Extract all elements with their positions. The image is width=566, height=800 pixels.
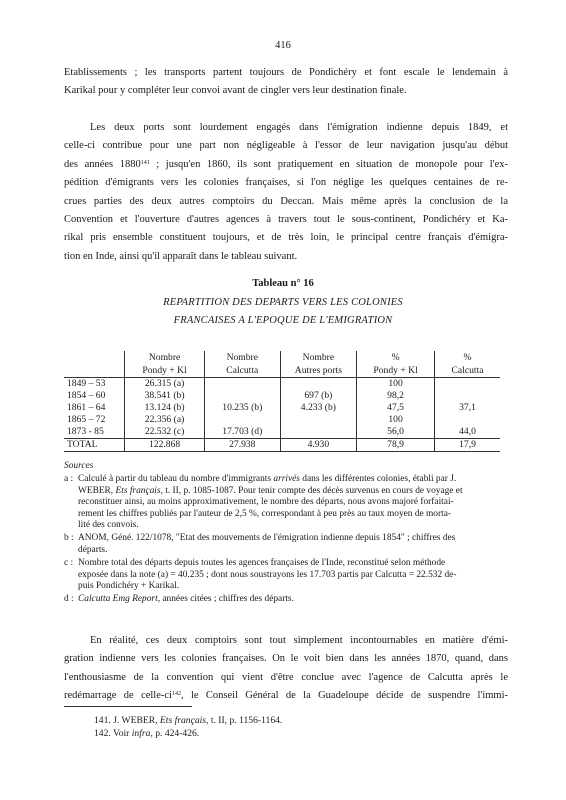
table-cell: 22.532 (c) <box>125 426 205 439</box>
column-header: Pondy + Kl <box>125 364 205 378</box>
table-cell: 26.315 (a) <box>125 378 205 391</box>
text-fragment-italic: infra <box>131 728 151 739</box>
table-cell: 38.541 (b) <box>125 390 205 402</box>
note-line: puis Pondichéry + Karikal. <box>78 581 180 592</box>
table-subtitle: REPARTITION DES DEPARTS VERS LES COLONIES <box>163 297 403 308</box>
table-subtitle: FRANCAISES A L'EPOQUE DE L'EMIGRATION <box>173 315 393 326</box>
note-line: départs. <box>78 544 108 555</box>
source-note-a <box>64 474 506 531</box>
table-cell: 17,9 <box>435 439 500 452</box>
note-line <box>78 474 506 485</box>
period-cell: 1849 – 53 <box>67 378 106 389</box>
note-line: Nombre total des départs depuis toutes les agences françaises de l'Inde, reconstitué selon méthode <box>78 558 446 569</box>
column-header: Nombre <box>204 351 280 364</box>
table-cell: 4.930 <box>280 439 356 452</box>
text-line: pédition d'émigrants vers les colonies françaises, si l'on néglige les quelques centaines de re- <box>64 177 508 189</box>
period-cell: 1854 – 60 <box>67 390 106 401</box>
table-cell: 44,0 <box>435 426 500 439</box>
paragraph-ports <box>64 119 508 266</box>
source-note-d <box>64 594 506 605</box>
note-key: a : <box>64 474 74 485</box>
column-header: Nombre <box>125 351 205 364</box>
table-row <box>64 378 500 391</box>
column-header: % <box>435 351 500 364</box>
note-line: reconstituer ainsi, au moins approximativement, le nombre des départs, nous avons majoré forfaitai- <box>78 497 454 508</box>
table-header-row <box>64 351 500 364</box>
table-row <box>64 414 500 426</box>
period-cell: 1873 - 85 <box>67 426 104 437</box>
table-cell <box>435 378 500 391</box>
table-cell: 37,1 <box>435 402 500 414</box>
column-header: Calcutta <box>204 364 280 378</box>
table-cell: 100 <box>357 414 435 426</box>
table-cell: 98,2 <box>357 390 435 402</box>
text-line: Karikal pour y compléter leur convoi avant de cingler vers leur destination finale. <box>64 85 407 97</box>
text-line: Les deux ports sont lourdement engagés dans l'émigration indienne depuis 1849, et <box>90 122 508 133</box>
text-fragment: , t. II, p. 1085-1087. Pour tenir compte des décès survenus en cours de voyage et <box>160 485 463 496</box>
total-label: TOTAL <box>64 439 125 452</box>
text-line: l'enthousiasme de la convention qui vient d'être conclue avec l'agence de Calcutta après le <box>64 671 508 683</box>
text-line: Etablissements ; les transports partent toujours de Pondichéry et font escale le lendemain à <box>64 67 508 78</box>
text-line: gration indienne vers les colonies françaises. On le voit bien dans les années 1870, quand, dans <box>64 653 508 665</box>
table-header-row <box>64 364 500 378</box>
table-title: Tableau n° 16 <box>252 278 314 289</box>
table-cell <box>204 414 280 426</box>
text-line <box>64 687 508 705</box>
table-row <box>64 402 500 414</box>
period-cell: 1861 – 64 <box>67 402 106 413</box>
table-cell <box>435 414 500 426</box>
text-line <box>64 156 508 174</box>
footnote-divider <box>64 706 192 707</box>
source-note-b <box>64 533 506 556</box>
text-line: tion en Inde, ainsi qu'il apparaît dans le tableau suivant. <box>64 250 298 262</box>
text-fragment: 142. Voir <box>94 728 132 739</box>
text-fragment: WEBER, <box>78 485 116 496</box>
footnote-142 <box>94 727 282 740</box>
text-fragment-italic: arrivés <box>273 474 300 485</box>
table-cell: 47,5 <box>357 402 435 414</box>
table-sources <box>64 461 506 606</box>
note-line: rement les chiffres publiés par l'auteur de 2,5 %, correspondant à peu près au taux moyen de morta- <box>78 508 451 519</box>
text-line: En réalité, ces deux comptoirs sont tout simplement incontournables en matière d'émi- <box>90 635 508 646</box>
text-line: crues parties des deux autres comptoirs du Deccan. Mais même après la conclusion de la <box>64 195 508 207</box>
table-cell <box>280 378 356 391</box>
column-header: Pondy + Kl <box>357 364 435 378</box>
note-line: exposée dans la note (a) = 40.235 ; dont nous soustrayons les 17.703 partis par Calcutta = 22.532 de- <box>78 569 457 580</box>
table-cell: 13.124 (b) <box>125 402 205 414</box>
text-fragment: , années citées ; chiffres des départs. <box>157 594 294 605</box>
table-cell <box>204 378 280 391</box>
table-row <box>64 390 500 402</box>
period-cell: 1865 – 72 <box>67 414 106 425</box>
text-fragment-italic: Ets français <box>115 485 161 496</box>
table-cell: 27.938 <box>204 439 280 452</box>
table-cell <box>204 390 280 402</box>
text-fragment-italic: Calcutta Emg Report <box>78 594 158 605</box>
text-fragment: , t. II, p. 1156-1164. <box>206 715 283 726</box>
table-total-row <box>64 439 500 452</box>
column-header: Calcutta <box>435 364 500 378</box>
table-cell: 697 (b) <box>280 390 356 402</box>
footnote-ref-142[interactable]: 142 <box>171 691 181 698</box>
text-line: celle-ci contribue pour une part non négligeable à l'essor de leur navigation jusqu'au début <box>64 140 508 152</box>
text-line: rikal pris ensemble constituent toujours, et de très loin, le principal centre français d'émigra- <box>64 232 508 244</box>
text-fragment: , p. 424-426. <box>150 728 200 739</box>
table-cell: 17.703 (d) <box>204 426 280 439</box>
note-line <box>78 594 506 605</box>
table-cell <box>280 414 356 426</box>
text-fragment: des années 1880 <box>64 158 141 170</box>
source-note-c <box>64 558 506 592</box>
text-fragment: dans les différentes colonies, établi par J. <box>299 474 457 485</box>
text-fragment: Calculé à partir du tableau du nombre d'immigrants <box>78 474 274 485</box>
table-cell: 100 <box>357 378 435 391</box>
table-cell: 78,9 <box>357 439 435 452</box>
note-key: d : <box>64 594 74 605</box>
footnote-ref-141[interactable]: 141 <box>140 159 150 166</box>
column-header: Nombre <box>280 351 356 364</box>
table-cell <box>435 390 500 402</box>
note-line <box>78 486 506 497</box>
footnote-141 <box>94 714 282 727</box>
text-fragment: redémarrage de celle-ci <box>64 690 172 702</box>
paragraph-intro <box>64 64 508 101</box>
column-header: Autres ports <box>280 364 356 378</box>
departures-table <box>64 351 500 452</box>
note-line: lité des convois. <box>78 520 139 531</box>
sources-label: Sources <box>64 461 94 471</box>
table-cell: 22.356 (a) <box>125 414 205 426</box>
table-cell: 10.235 (b) <box>204 402 280 414</box>
text-fragment: , le Conseil Général de la Guadeloupe décide de suspendre l'immi- <box>180 690 508 702</box>
page-number: 416 <box>275 40 291 51</box>
column-header <box>64 364 125 378</box>
column-header <box>64 351 125 364</box>
text-line: Convention et l'ouverture d'autres agences à travers tout le sous-continent, Pondichéry et Ka- <box>64 214 508 226</box>
note-key: b : <box>64 533 74 544</box>
text-fragment-italic: Ets français <box>159 715 207 726</box>
table-cell: 122.868 <box>125 439 205 452</box>
note-key: c : <box>64 558 74 569</box>
table-cell <box>280 426 356 439</box>
table-cell: 56,0 <box>357 426 435 439</box>
text-fragment: ; jusqu'en 1860, ils sont pratiquement en situation de monopole pour l'ex- <box>149 158 508 170</box>
footnotes <box>94 714 282 740</box>
paragraph-conclusion <box>64 632 508 706</box>
note-line: ANOM, Géné. 122/1078, "Etat des mouvements de l'émigration indienne depuis 1854" ; chiffres des <box>78 533 456 544</box>
text-fragment: 141. J. WEBER, <box>94 715 160 726</box>
table-row <box>64 426 500 439</box>
column-header: % <box>357 351 435 364</box>
table-cell: 4.233 (b) <box>280 402 356 414</box>
